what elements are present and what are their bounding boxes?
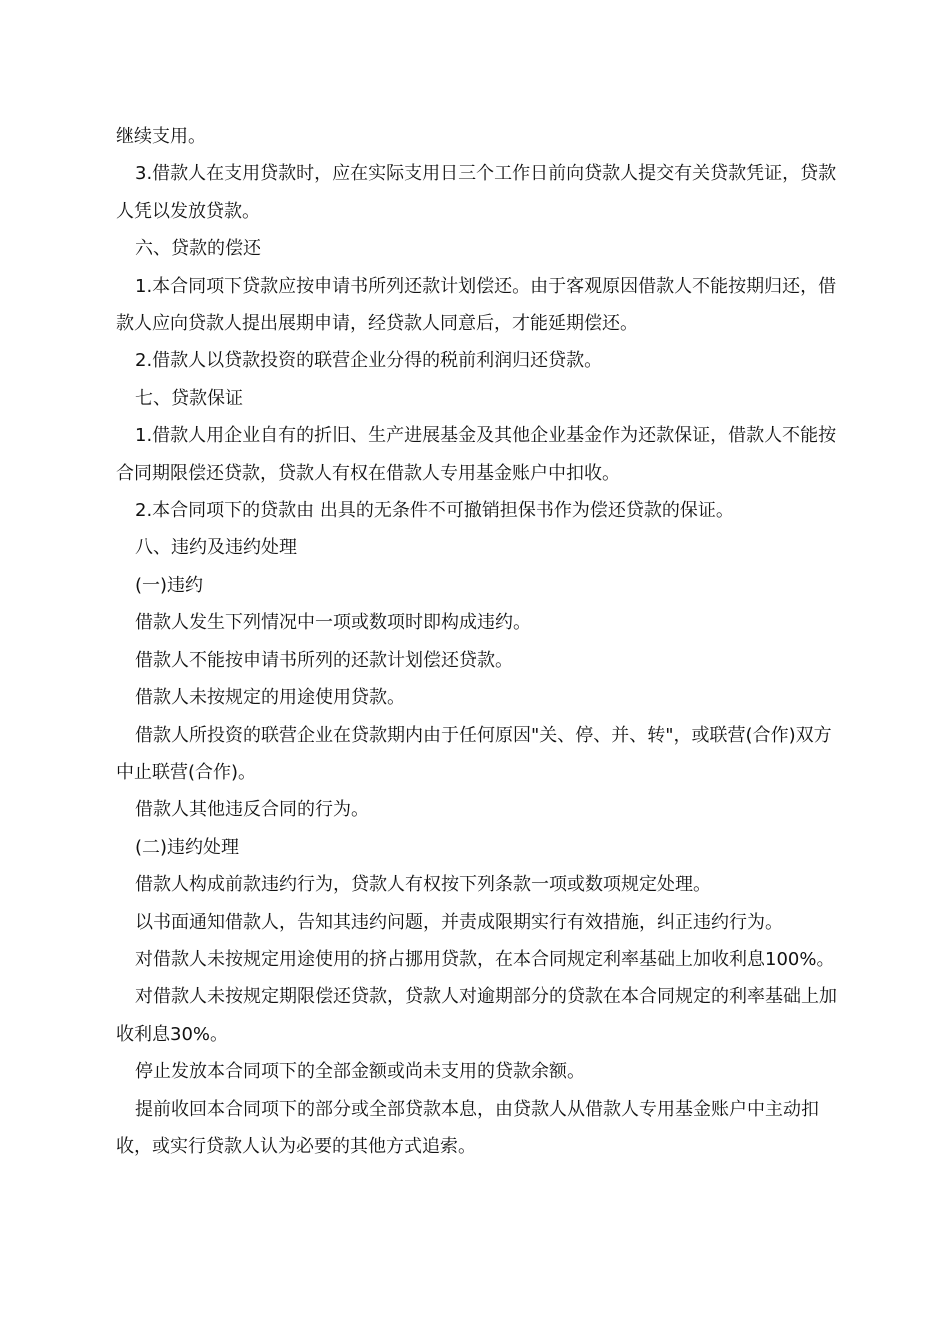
document-body xyxy=(116,118,838,1165)
paragraph-repayment-clause-1: 1.本合同项下贷款应按申请书所列还款计划偿还。由于客观原因借款人不能按期归还，借款人应向贷款人提出展期申请，经贷款人同意后，才能延期偿还。 xyxy=(116,275,837,335)
paragraph-handling-item-4: 停止发放本合同项下的全部金额或尚未支用的贷款余额。 xyxy=(135,1061,585,1083)
section-heading-guarantee: 七、贷款保证 xyxy=(135,387,243,409)
paragraph-repayment-clause-2: 2.借款人以贷款投资的联营企业分得的税前利润归还贷款。 xyxy=(135,350,603,372)
paragraph-default-item-1: 借款人不能按申请书所列的还款计划偿还贷款。 xyxy=(135,649,513,671)
paragraph-handling-item-5: 提前收回本合同项下的部分或全部贷款本息，由贷款人从借款人专用基金账户中主动扣收，或实行贷款人认为必要的其他方式追索。 xyxy=(116,1098,819,1157)
subsection-heading-default: (一)违约 xyxy=(135,574,204,596)
paragraph-default-item-2: 借款人未按规定的用途使用贷款。 xyxy=(135,687,405,709)
section-heading-default: 八、违约及违约处理 xyxy=(135,537,297,559)
paragraph-handling-intro: 借款人构成前款违约行为，贷款人有权按下列条款一项或数项规定处理。 xyxy=(135,874,711,896)
paragraph-handling-item-2: 对借款人未按规定用途使用的挤占挪用贷款，在本合同规定利率基础上加收利息100%。 xyxy=(135,948,835,970)
paragraph-guarantee-clause-1: 1.借款人用企业自有的折旧、生产进展基金及其他企业基金作为还款保证，借款人不能按合同期限偿还贷款，贷款人有权在借款人专用基金账户中扣收。 xyxy=(116,425,837,484)
paragraph-draw-clause-3: 3.借款人在支用贷款时，应在实际支用日三个工作日前向贷款人提交有关贷款凭证，贷款人凭以发放贷款。 xyxy=(116,163,837,222)
paragraph-default-item-3: 借款人所投资的联营企业在贷款期内由于任何原因"关、停、并、转"，或联营(合作)双方中止联营(合作)。 xyxy=(116,724,832,783)
subsection-heading-default-handling: (二)违约处理 xyxy=(135,836,240,858)
paragraph-default-item-4: 借款人其他违反合同的行为。 xyxy=(135,799,369,821)
paragraph-guarantee-clause-2: 2.本合同项下的贷款由 出具的无条件不可撤销担保书作为偿还贷款的保证。 xyxy=(135,500,734,522)
paragraph-handling-item-1: 以书面通知借款人，告知其违约问题，并责成限期实行有效措施，纠正违约行为。 xyxy=(135,911,783,933)
paragraph-handling-item-3: 对借款人未按规定期限偿还贷款，贷款人对逾期部分的贷款在本合同规定的利率基础上加收利息30%。 xyxy=(116,986,837,1045)
section-heading-repayment: 六、贷款的偿还 xyxy=(135,238,261,260)
paragraph-default-intro: 借款人发生下列情况中一项或数项时即构成违约。 xyxy=(135,612,531,634)
paragraph-continue-use: 继续支用。 xyxy=(116,126,206,147)
